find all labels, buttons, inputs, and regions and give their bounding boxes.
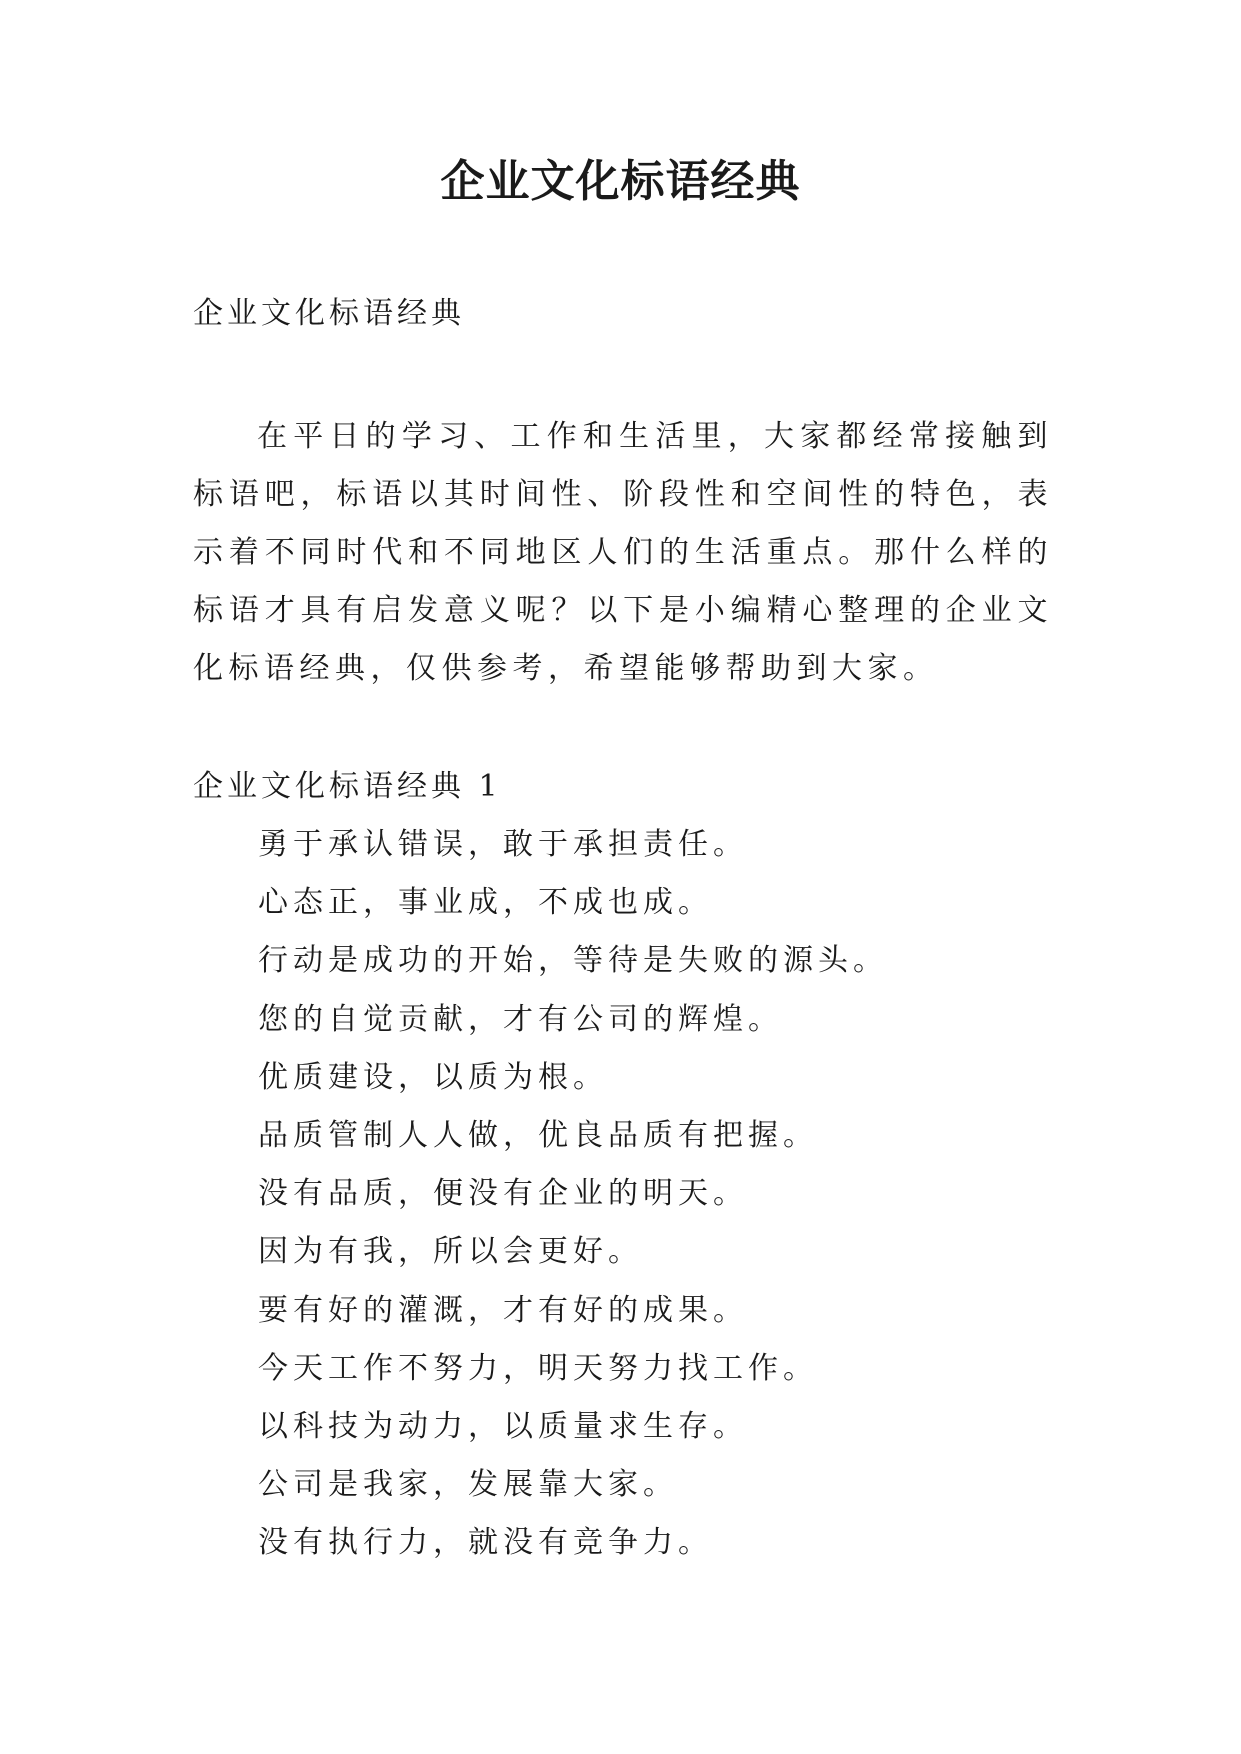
document-subheading: 企业文化标语经典 bbox=[193, 296, 465, 331]
slogan-item: 没有品质，便没有企业的明天。 bbox=[258, 1176, 748, 1212]
slogan-item: 要有好的灌溉，才有好的成果。 bbox=[258, 1292, 748, 1328]
slogan-item: 行动是成功的开始，等待是失败的源头。 bbox=[258, 943, 888, 979]
slogan-item: 您的自觉贡献，才有公司的辉煌。 bbox=[258, 1001, 783, 1037]
slogan-item: 今天工作不努力，明天努力找工作。 bbox=[258, 1350, 818, 1386]
slogan-item: 勇于承认错误，敢于承担责任。 bbox=[258, 827, 748, 862]
slogan-item: 以科技为动力，以质量求生存。 bbox=[258, 1408, 748, 1444]
slogan-item: 优质建设，以质为根。 bbox=[258, 1059, 608, 1095]
slogan-item: 品质管制人人做，优良品质有把握。 bbox=[258, 1117, 818, 1153]
slogan-item: 因为有我，所以会更好。 bbox=[258, 1234, 643, 1270]
slogan-item: 没有执行力，就没有竞争力。 bbox=[258, 1525, 713, 1561]
intro-paragraph: 在平日的学习、工作和生活里，大家都经常接触到标语吧，标语以其时间性、阶段性和空间性的特色，表示着不同时代和不同地区人们的生活重点。那什么样的标语才具有启发意义呢？以下是小编精心整理的企业文化标语经典，仅供参考，希望能够帮助到大家。 bbox=[193, 419, 1053, 686]
slogan-item: 心态正，事业成，不成也成。 bbox=[258, 885, 713, 921]
slogan-list bbox=[258, 816, 888, 1572]
section-heading: 企业文化标语经典 1 bbox=[193, 769, 502, 804]
document-title: 企业文化标语经典 bbox=[440, 156, 801, 207]
slogan-item: 公司是我家，发展靠大家。 bbox=[258, 1467, 678, 1503]
